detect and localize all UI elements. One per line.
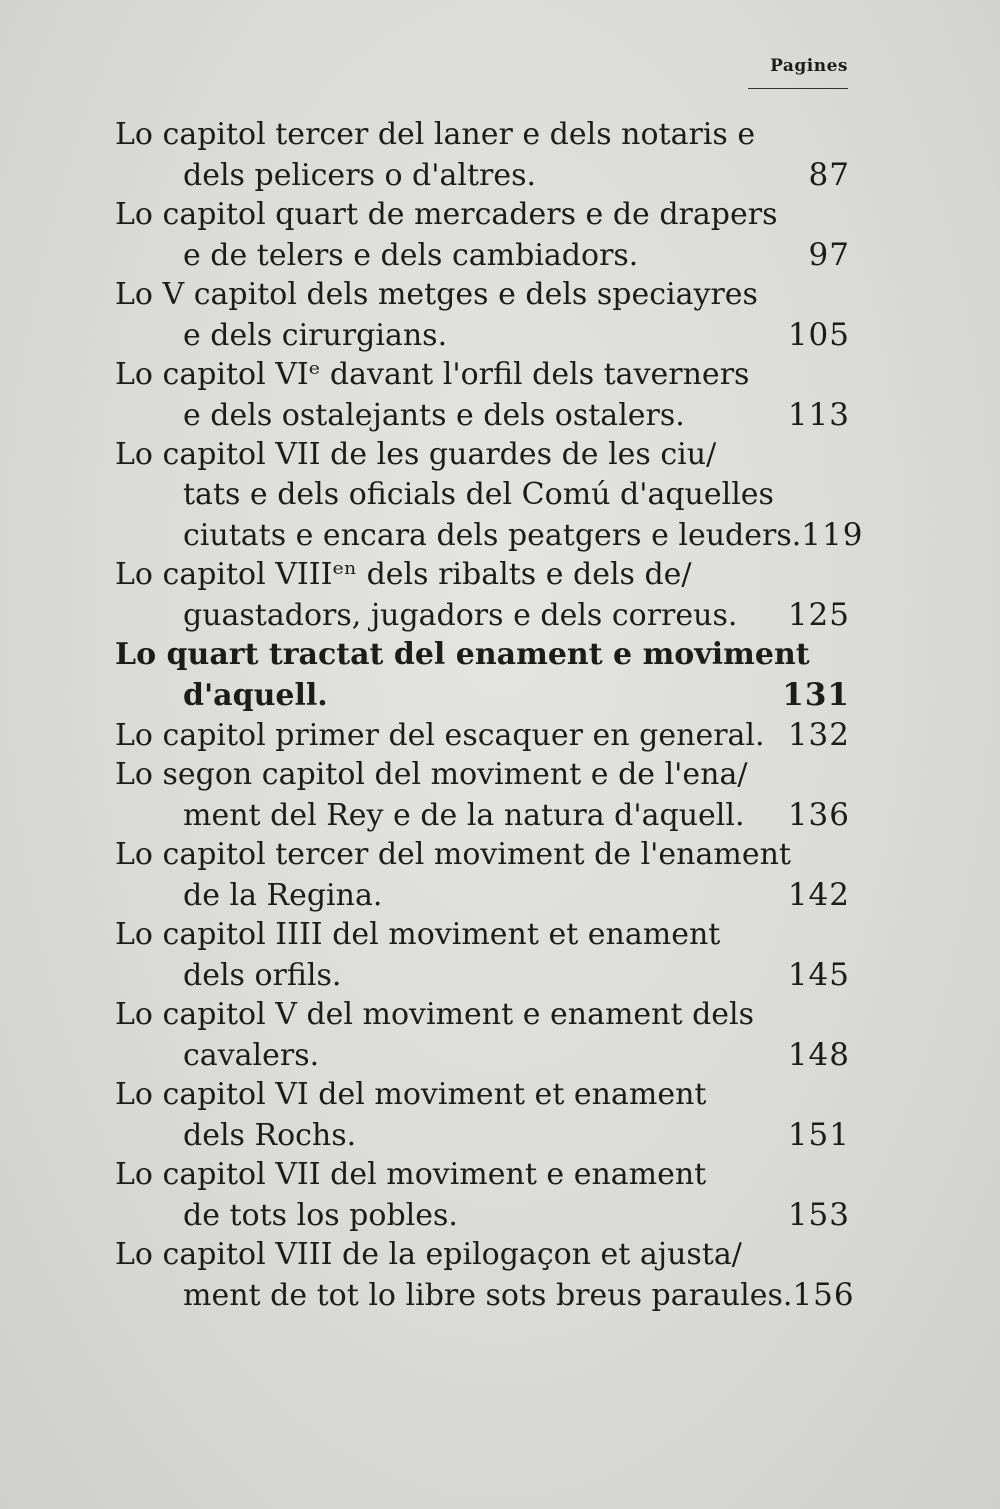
toc-entry-text: ment del Rey e de la natura d'aquell. (183, 798, 745, 833)
toc-entry-line (115, 515, 864, 555)
toc-page-number: 119 (801, 517, 864, 553)
toc-entry-line (115, 1075, 850, 1115)
toc-entry-text: Lo capitol VII del moviment e enament (115, 1157, 707, 1192)
toc-entry-line (115, 1235, 850, 1275)
toc-page-number: 136 (787, 797, 850, 833)
toc-entry-text: Lo segon capitol del moviment e de l'ena/ (115, 757, 748, 792)
toc-entry-line (115, 1155, 850, 1195)
toc-entry-text: de tots los pobles. (183, 1198, 458, 1233)
toc-entry-text: Lo capitol VIII de la epilogaçon et ajusta/ (115, 1237, 742, 1272)
toc-entry-text: Lo capitol primer del escaquer en general. (115, 718, 765, 753)
toc-page-number: 131 (782, 677, 850, 713)
toc-entry-text: Lo capitol VIIIᵉⁿ dels ribalts e dels de/ (115, 557, 692, 592)
toc-entry-text: e de telers e dels cambiadors. (183, 238, 639, 273)
toc-page-number: 113 (787, 397, 850, 433)
toc-entry-text: Lo capitol quart de mercaders e de drapers (115, 197, 778, 232)
toc-entry-text: cavalers. (183, 1038, 320, 1073)
toc-entry-text: Lo V capitol dels metges e dels speciayres (115, 277, 758, 312)
toc-entry-text: e dels ostalejants e dels ostalers. (183, 398, 685, 433)
toc-entry (115, 755, 850, 835)
toc-entry (115, 1235, 855, 1315)
toc-entry-line (115, 875, 850, 915)
toc-entry-text: e dels cirurgians. (183, 318, 448, 353)
toc-entry-text: Lo capitol V del moviment e enament dels (115, 997, 755, 1032)
toc-page-number: 151 (787, 1117, 850, 1153)
toc-entry-line (115, 355, 850, 395)
page-column-header: Pagines (770, 56, 848, 76)
toc-entry (115, 915, 850, 995)
toc-entry-text: Lo capitol tercer del laner e dels notaris e (115, 117, 756, 152)
toc-entry-text: Lo capitol IIII del moviment et enament (115, 917, 721, 952)
toc-entry-line (115, 995, 850, 1035)
toc-entry-text: dels orfils. (183, 958, 342, 993)
toc-entry-text: de la Regina. (183, 878, 383, 913)
toc-page-number: 97 (808, 237, 850, 273)
toc-entry (115, 555, 850, 635)
toc-entry-text: Lo capitol VI del moviment et enament (115, 1077, 707, 1112)
toc-entry-text: guastadors, jugadors e dels correus. (183, 598, 738, 633)
toc-page-number: 156 (792, 1277, 855, 1313)
toc-entry-line (115, 195, 850, 235)
toc-entry (115, 195, 850, 275)
toc-entry-line (115, 1035, 850, 1075)
toc-entry-line (115, 315, 850, 355)
toc-entry-line (115, 955, 850, 995)
toc-entry-line (115, 715, 850, 755)
toc-entry-text: dels pelicers o d'altres. (183, 158, 537, 193)
toc-entry (115, 715, 850, 755)
toc-entry-line (115, 235, 850, 275)
toc-entry (115, 635, 850, 715)
toc-entry-text: ment de tot lo libre sots breus paraules. (183, 1278, 793, 1313)
toc-entry-line (115, 395, 850, 435)
toc-page-number: 132 (787, 717, 850, 753)
toc-page-number: 87 (808, 157, 850, 193)
toc-entry-text: dels Rochs. (183, 1118, 357, 1153)
toc-entry-line (115, 835, 850, 875)
toc-entry-line (115, 635, 850, 675)
toc-entry-text: Lo capitol VIᵉ davant l'orfil dels taverners (115, 357, 750, 392)
toc-entry-text: Lo capitol tercer del moviment de l'enament (115, 837, 791, 872)
toc-page-number: 142 (787, 877, 850, 913)
toc-entry-line (115, 1115, 850, 1155)
toc-entry-line (115, 675, 850, 715)
toc-entry (115, 275, 850, 355)
toc-page-number: 125 (787, 597, 850, 633)
toc-entry (115, 1155, 850, 1235)
toc-entry-line (115, 595, 850, 635)
toc-page-number: 105 (787, 317, 850, 353)
toc-entry (115, 355, 850, 435)
toc-entry-line (115, 555, 850, 595)
toc-entry-text: Lo capitol VII de les guardes de les ciu/ (115, 437, 717, 472)
toc-page-number: 153 (787, 1197, 850, 1233)
toc-entry-line (115, 155, 850, 195)
toc-entry-text: Lo quart tractat del enament e moviment (115, 637, 810, 672)
toc-entry-line (115, 1195, 850, 1235)
toc-entry (115, 835, 850, 915)
toc-entry-line (115, 1275, 855, 1315)
toc-entry (115, 435, 864, 555)
toc-entry-line (115, 275, 850, 315)
toc-entry (115, 1075, 850, 1155)
toc-entry-line (115, 435, 850, 475)
toc-entry (115, 995, 850, 1075)
toc-entry-line (115, 755, 850, 795)
header-rule (748, 88, 848, 89)
toc-entry-line (115, 795, 850, 835)
toc-page-number: 145 (787, 957, 850, 993)
toc-entry (115, 115, 850, 195)
toc-entry-line (115, 115, 850, 155)
toc-entry-line (115, 915, 850, 955)
toc-entry-text: d'aquell. (183, 678, 328, 713)
toc-entry-text: tats e dels oficials del Comú d'aquelles (183, 477, 774, 512)
toc-page-number: 148 (787, 1037, 850, 1073)
toc-entry-line (115, 475, 850, 515)
toc-entry-text: ciutats e encara dels peatgers e leuders. (183, 518, 802, 553)
